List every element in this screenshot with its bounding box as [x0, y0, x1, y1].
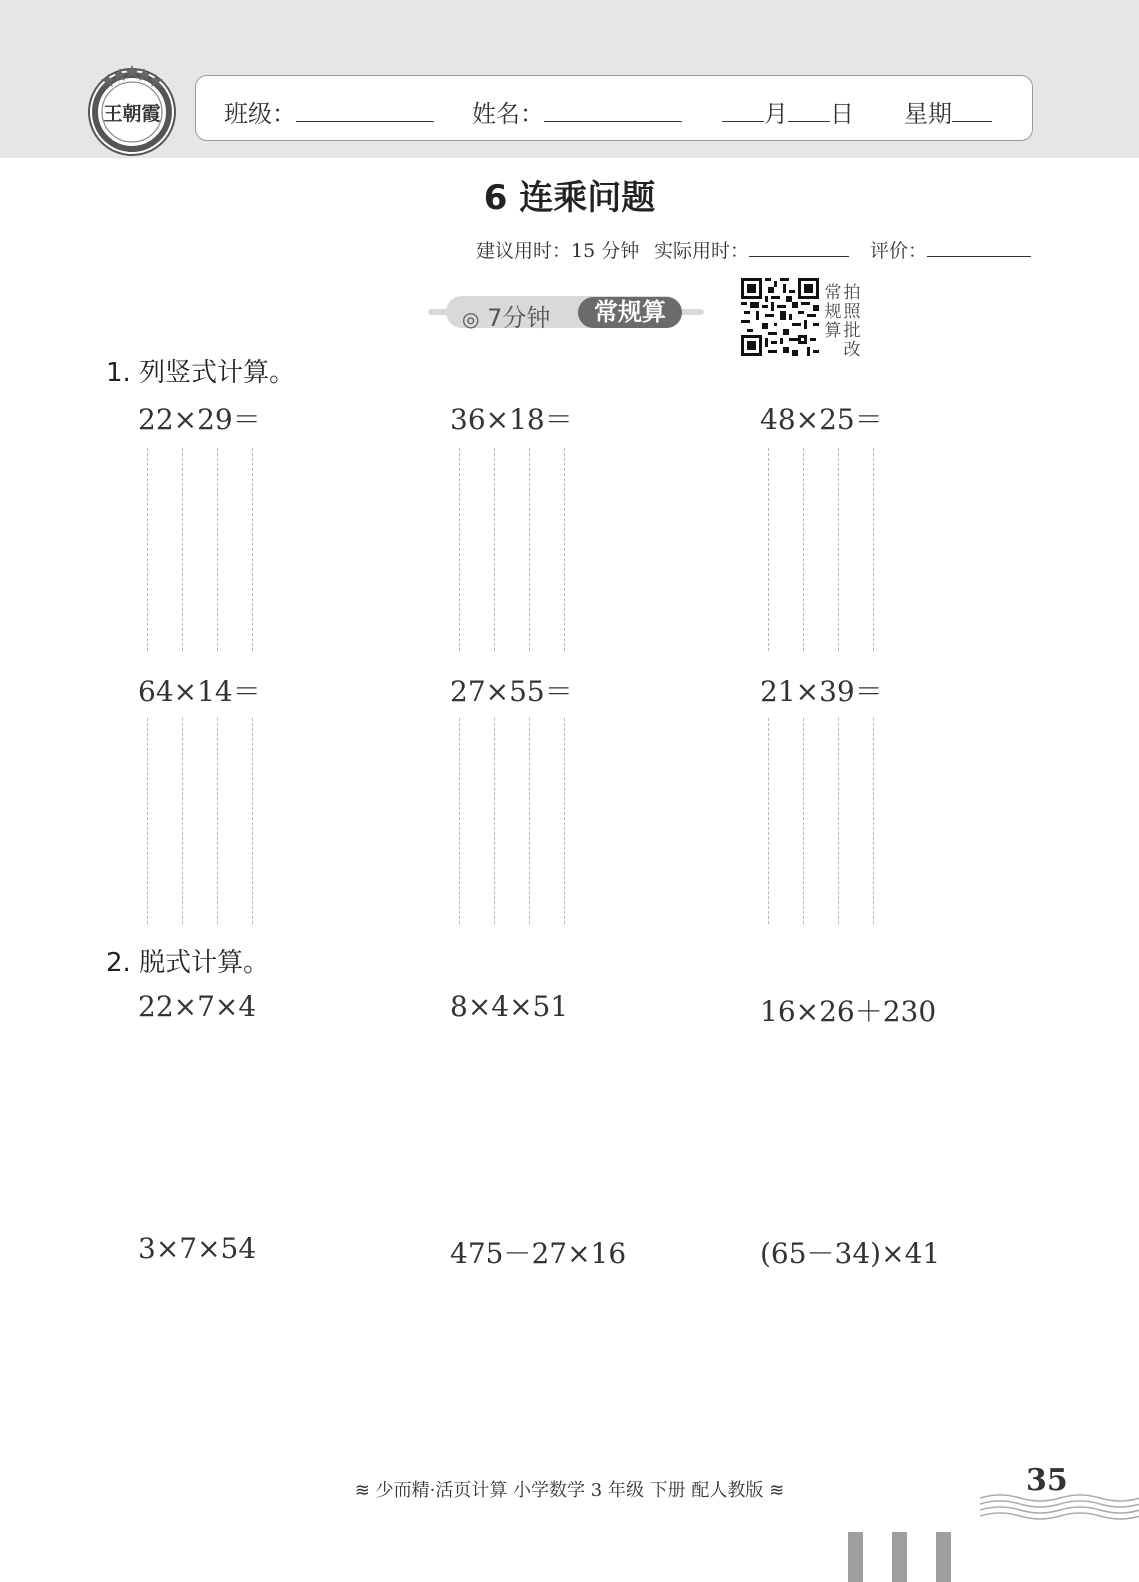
class-field[interactable]: 班级：: [224, 94, 434, 129]
work-guides[interactable]: [768, 448, 888, 651]
evaluation-blank[interactable]: [927, 238, 1031, 257]
class-blank[interactable]: [296, 99, 434, 122]
edge-tab: [892, 1532, 907, 1582]
stepwise-problem: 475－27×16: [450, 1237, 627, 1270]
footer-text: ≋ 少而精·活页计算 小学数学 3 年级 下册 配人教版 ≋: [354, 1480, 785, 1501]
date-field[interactable]: 月 日: [722, 94, 854, 129]
badge-time: ◎ 7分钟: [462, 304, 551, 332]
vertical-problem: 27×55＝: [450, 675, 573, 708]
actual-time-blank[interactable]: [749, 238, 849, 257]
stepwise-problem: 8×4×51: [450, 990, 569, 1023]
page-number: 35: [1026, 1463, 1068, 1498]
qr-caption-right: 拍照批改: [843, 283, 861, 360]
work-guides[interactable]: [147, 718, 267, 924]
actual-time-field[interactable]: 实际用时：: [654, 236, 849, 263]
day-blank[interactable]: [788, 99, 830, 122]
weekday-blank[interactable]: [952, 99, 992, 122]
publisher-logo: [86, 64, 178, 156]
qr-caption-left: 常规算: [824, 283, 842, 341]
badge-tag: 常规算: [578, 297, 682, 328]
vertical-problem: 21×39＝: [760, 675, 883, 708]
edge-tab: [848, 1532, 863, 1582]
stepwise-problem: 3×7×54: [138, 1232, 257, 1265]
qr-code[interactable]: [741, 278, 819, 356]
medal-icon: ◎: [462, 307, 480, 331]
work-guides[interactable]: [459, 718, 579, 924]
edge-tab: [936, 1532, 951, 1582]
wave-decoration: [980, 1490, 1139, 1520]
name-field[interactable]: 姓名：: [472, 94, 682, 129]
suggested-time: 建议用时：15 分钟: [476, 240, 640, 262]
evaluation-field[interactable]: 评价：: [870, 236, 1031, 263]
vertical-problem: 36×18＝: [450, 403, 573, 436]
month-blank[interactable]: [722, 99, 764, 122]
name-blank[interactable]: [544, 99, 682, 122]
stepwise-problem: (65－34)×41: [760, 1237, 941, 1270]
vertical-problem: 48×25＝: [760, 403, 883, 436]
stepwise-problem: 22×7×4: [138, 990, 257, 1023]
work-guides[interactable]: [768, 718, 888, 924]
vertical-problem: 22×29＝: [138, 403, 261, 436]
section2-title: 2. 脱式计算。: [106, 948, 270, 978]
stepwise-problem: 16×26＋230: [760, 995, 937, 1028]
section1-title: 1. 列竖式计算。: [106, 358, 296, 388]
work-guides[interactable]: [147, 448, 267, 651]
weekday-field[interactable]: 星期: [904, 94, 992, 129]
vertical-problem: 64×14＝: [138, 675, 261, 708]
logo-text: 王朝霞: [103, 103, 161, 125]
work-guides[interactable]: [459, 448, 579, 651]
lesson-title: 6 连乘问题: [483, 178, 656, 218]
student-info-box: [195, 75, 1033, 141]
